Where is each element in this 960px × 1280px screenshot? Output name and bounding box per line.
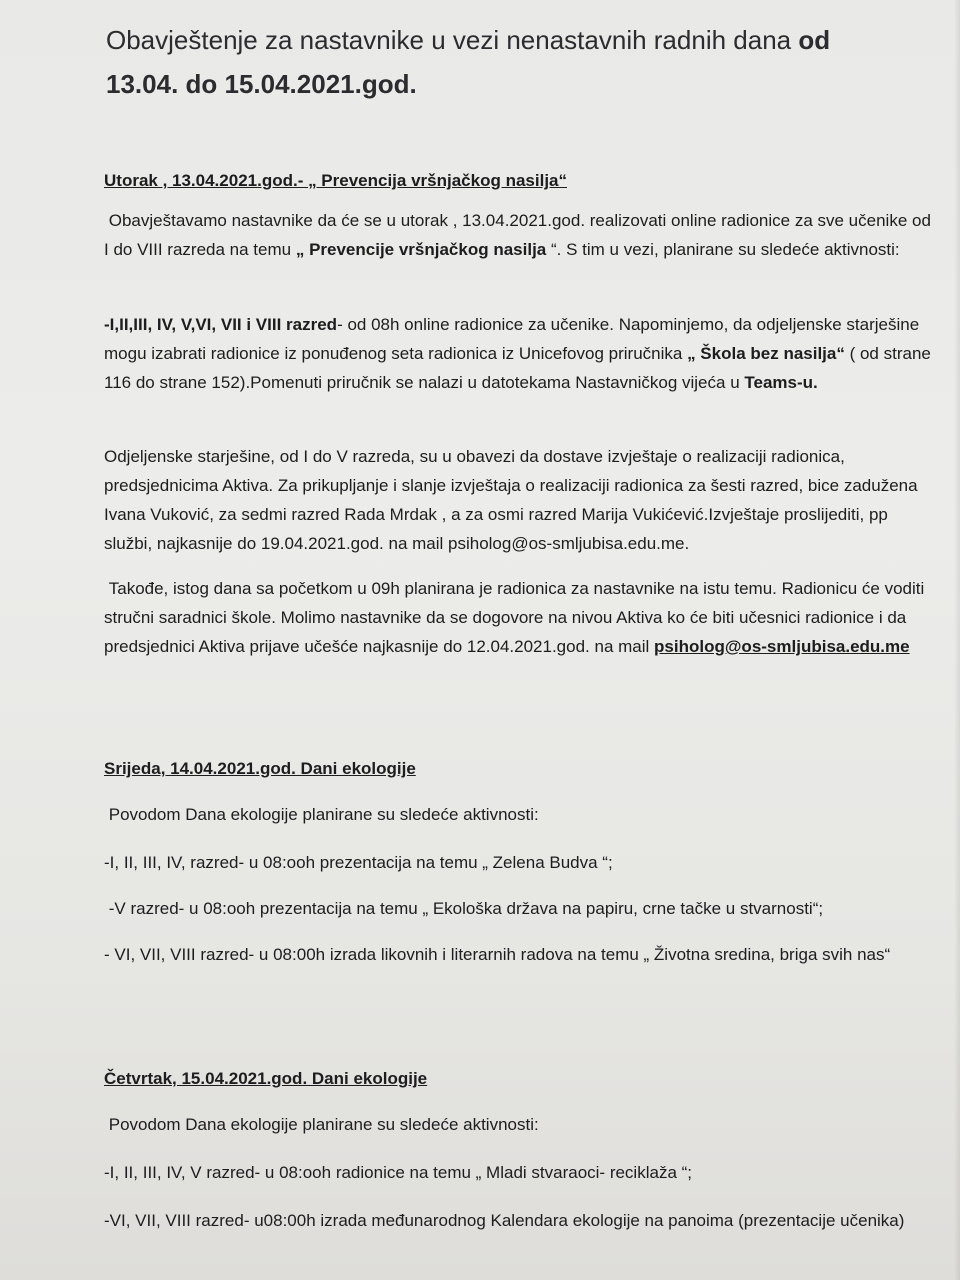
tuesday-heading: Utorak , 13.04.2021.god.- „ Prevencija vršnjačkog nasilja“: [104, 171, 567, 190]
document-title: [106, 18, 906, 106]
list-item: -I, II, III, IV, razred- u 08:ooh prezentacija na temu „ Zelena Budva “;: [104, 853, 613, 872]
wednesday-intro: Povodom Dana ekologije planirane su sledeće aktivnosti:: [108, 805, 539, 824]
tuesday-p1-topic: „ Prevencije vršnjačkog nasilja: [295, 240, 547, 259]
title-line1: Obavještenje za nastavnike u vezi nenastavnih radnih dana: [106, 25, 792, 55]
thursday-item-2: [104, 1206, 940, 1235]
thursday-item-1: [104, 1158, 940, 1187]
wednesday-heading-block: [104, 754, 940, 783]
thursday-intro-block: [104, 1110, 940, 1139]
list-item: -VI, VII, VIII razred- u08:00h izrada međunarodnog Kalendara ekologije na panoima (prezentacije učenika): [104, 1211, 905, 1230]
thursday-heading: Četvrtak, 15.04.2021.god. Dani ekologije: [104, 1069, 428, 1088]
title-line2: 13.04. do 15.04.2021.god.: [106, 69, 417, 99]
tuesday-p3-text: Odjeljenske starješine, od I do V razreda, su u obavezi da dostave izvještaje o realizaciji radionica, predsjednicima Aktiva. Za prikupljanje i slanje izvještaja o realizaciji radionica za šesti razred, bice zadužena Ivana Vuković, za sedmi razred Rada Mrdak , a za osmi razred Marija Vukićević.Izvještaje proslijediti, pp službi, najkasnije do 19.04.2021.god. na mail psiholog@os-smljubisa.edu.me.: [104, 447, 918, 553]
wednesday-intro-block: [104, 800, 940, 829]
wednesday-item-1: [104, 848, 940, 877]
tuesday-p1-text-a: Obavještavamo nastavnike da će se u utorak , 13.04.2021.god. realizovati online radionice za sve učenike od I do VIII razreda na temu: [104, 211, 931, 259]
page-shadow-edge: [954, 0, 960, 1280]
title-line1-bold: od: [798, 25, 831, 55]
tuesday-p1-text-c: “. S tim u vezi, planirane su sledeće aktivnosti:: [551, 240, 900, 259]
wednesday-item-2: [104, 894, 940, 923]
thursday-heading-block: [104, 1064, 940, 1093]
list-item: -I, II, III, IV, V razred- u 08:ooh radionice na temu „ Mladi stvaraoci- reciklaža “;: [104, 1163, 693, 1182]
tuesday-p2-grades: -I,II,III, IV, V,VI, VII i VIII razred: [104, 315, 338, 334]
tuesday-p4-mail-link[interactable]: psiholog@os-smljubisa.edu.me: [654, 637, 910, 656]
thursday-intro: Povodom Dana ekologije planirane su sledeće aktivnosti:: [108, 1115, 539, 1134]
tuesday-p2-teams: Teams-u.: [744, 373, 818, 392]
tuesday-paragraph-3: [104, 442, 940, 558]
list-item: - VI, VII, VIII razred- u 08:00h izrada likovnih i literarnih radova na temu „ Životna sredina, briga svih nas“: [104, 945, 891, 964]
tuesday-p2-handbook: „ Škola bez nasilja“: [687, 344, 845, 363]
tuesday-heading-block: [104, 166, 940, 195]
tuesday-p2-text-b: - od 08h online radionice za učenike. Napominjemo, da odjeljenske starješine mogu izabrati radionice iz ponuđenog seta radionica iz Unicefovog priručnika: [104, 315, 920, 363]
wednesday-item-3: [104, 940, 940, 969]
wednesday-heading: Srijeda, 14.04.2021.god. Dani ekologije: [104, 759, 416, 778]
list-item: -V razred- u 08:ooh prezentacija na temu „ Ekološka država na papiru, crne tačke u stvarnosti“;: [108, 899, 824, 918]
tuesday-paragraph-1: [104, 206, 940, 264]
tuesday-paragraph-4: [104, 574, 940, 661]
tuesday-p4-text: Takođe, istog dana sa početkom u 09h planirana je radionica za nastavnike na istu temu. Radionicu će voditi stručni saradnici škole. Molimo nastavnike da se dogovore na nivou Aktiva ko će biti učesnici radionice i da predsjednici Aktiva prijave učešće najkasnije do 12.04.2021.god. na mail: [104, 579, 925, 656]
tuesday-p2-text-d: ( od strane 116 do strane 152).Pomenuti priručnik se nalazi u datotekama Nastavničkog vijeća u: [104, 344, 931, 392]
tuesday-paragraph-2: [104, 310, 940, 397]
